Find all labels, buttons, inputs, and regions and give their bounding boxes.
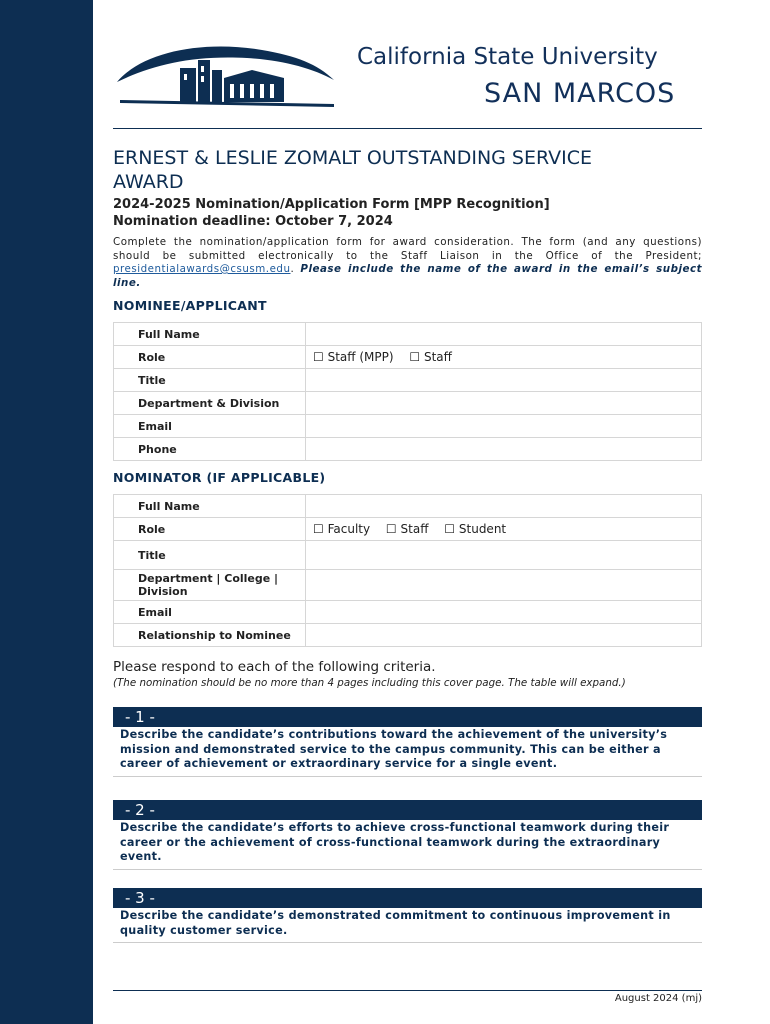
role-checkbox-student[interactable] [444, 522, 506, 536]
title-field[interactable] [306, 369, 702, 392]
checkbox-icon[interactable]: ☐ [409, 350, 421, 364]
left-sidebar-band [0, 0, 93, 1024]
option-label: Faculty [327, 522, 371, 536]
criteria-prompt: Please respond to each of the following criteria. [113, 659, 436, 675]
row-label: Role [114, 346, 306, 369]
form-year-line: 2024-2025 Nomination/Application Form [MPP Recognition] [113, 197, 550, 212]
header-divider [113, 128, 702, 129]
nominator-title-field[interactable] [306, 541, 702, 570]
nominator-department-field[interactable] [306, 570, 702, 601]
department-division-field[interactable] [306, 392, 702, 415]
table-row [114, 624, 702, 647]
option-label: Staff (MPP) [327, 350, 394, 364]
role-options [306, 346, 702, 369]
university-name-line2: SAN MARCOS [484, 78, 676, 109]
nominator-table [113, 494, 702, 647]
footer-divider [113, 990, 702, 991]
table-row [114, 323, 702, 346]
checkbox-icon[interactable]: ☐ [313, 350, 324, 364]
option-label: Staff [423, 350, 452, 364]
intro-paragraph [113, 236, 702, 290]
table-row [114, 415, 702, 438]
row-label: Department & Division [114, 392, 306, 415]
nominee-table [113, 322, 702, 461]
relationship-field[interactable] [306, 624, 702, 647]
criterion-2-header: - 2 - [113, 800, 702, 820]
option-label: Staff [400, 522, 429, 536]
intro-text: Complete the nomination/application form for award consideration. The form (and any questions) should be submitted electronically to the Staff Liaison in the Office of the President; [113, 236, 702, 262]
nominee-heading: NOMINEE/APPLICANT [113, 298, 267, 313]
row-label: Full Name [114, 495, 306, 518]
row-label: Role [114, 518, 306, 541]
title-line1: ERNEST & LESLIE ZOMALT OUTSTANDING SERVICE [113, 147, 593, 169]
footer-date: August 2024 (mj) [614, 993, 702, 1004]
university-name-line1: California State University [357, 44, 658, 70]
role-checkbox-staff-mpp[interactable] [313, 350, 394, 364]
criterion-3-text[interactable]: Describe the candidate’s demonstrated commitment to continuous improvement in quality customer service. [113, 908, 702, 943]
row-label: Phone [114, 438, 306, 461]
deadline-line: Nomination deadline: October 7, 2024 [113, 214, 393, 229]
option-label: Student [458, 522, 507, 536]
nominator-email-field[interactable] [306, 601, 702, 624]
phone-field[interactable] [306, 438, 702, 461]
criterion-1-text[interactable]: Describe the candidate’s contributions toward the achievement of the university’s mission and demonstrated service to the campus community. This can be either a career of achievement or extraordinary service for a single event. [113, 727, 702, 777]
intro-period: . [290, 263, 295, 275]
checkbox-icon[interactable]: ☐ [444, 522, 456, 536]
table-row [114, 495, 702, 518]
email-field[interactable] [306, 415, 702, 438]
table-row [114, 438, 702, 461]
row-label: Email [114, 415, 306, 438]
row-label: Department | College | Division [114, 570, 306, 601]
row-label: Title [114, 541, 306, 570]
criterion-1-header: - 1 - [113, 707, 702, 727]
role-checkbox-staff[interactable] [386, 522, 429, 536]
page-title [113, 146, 693, 194]
email-link[interactable]: presidentialawards@csusm.edu [113, 263, 291, 275]
role-checkbox-staff[interactable] [409, 350, 452, 364]
logo-emblem-icon [112, 40, 342, 116]
nominator-role-options [306, 518, 702, 541]
table-row [114, 601, 702, 624]
criterion-2-text[interactable]: Describe the candidate’s efforts to achieve cross-functional teamwork during their career or the achievement of cross-functional teamwork during the extraordinary event. [113, 820, 702, 870]
title-line2: AWARD [113, 171, 184, 193]
role-checkbox-faculty[interactable] [313, 522, 370, 536]
table-row [114, 541, 702, 570]
table-row [114, 346, 702, 369]
row-label: Full Name [114, 323, 306, 346]
form-subtitle [113, 196, 550, 230]
row-label: Email [114, 601, 306, 624]
table-row [114, 369, 702, 392]
nominator-heading: NOMINATOR (IF APPLICABLE) [113, 470, 326, 485]
full-name-field[interactable] [306, 323, 702, 346]
criterion-3-header: - 3 - [113, 888, 702, 908]
intro-emphasis: Please include the name of the award in the email’s subject line. [113, 263, 702, 289]
table-row [114, 518, 702, 541]
csusm-logo [112, 40, 704, 116]
row-label: Title [114, 369, 306, 392]
checkbox-icon[interactable]: ☐ [313, 522, 324, 536]
criteria-note: (The nomination should be no more than 4 pages including this cover page. The table will expand.) [113, 677, 626, 689]
row-label: Relationship to Nominee [114, 624, 306, 647]
checkbox-icon[interactable]: ☐ [385, 522, 397, 536]
table-row [114, 392, 702, 415]
table-row [114, 570, 702, 601]
nominator-full-name-field[interactable] [306, 495, 702, 518]
